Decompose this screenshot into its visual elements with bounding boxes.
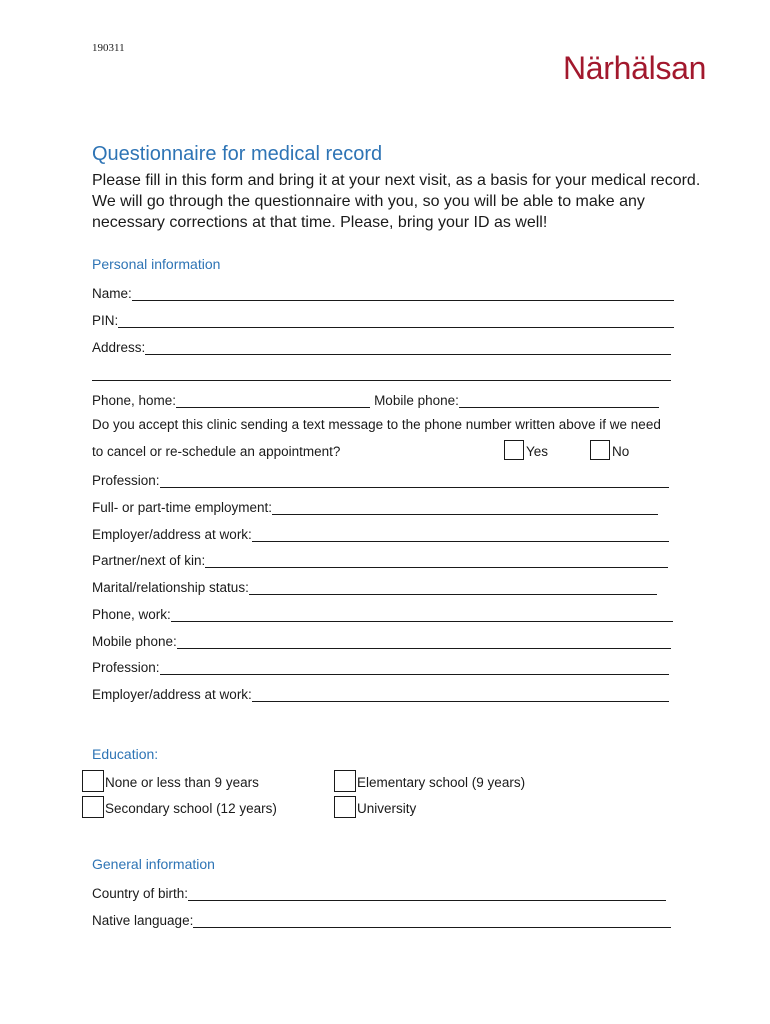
sms-yes-label: Yes [526,444,549,459]
employment-field[interactable] [272,500,658,515]
pin-row [92,310,674,328]
address-label: Address: [92,340,146,355]
name-field[interactable] [132,286,674,301]
education-heading: Education: [92,746,159,762]
phone-row [92,390,659,408]
intro-text: Please fill in this form and bring it at your next visit, as a basis for your medical record. We will go through the questionnaire with you, so you will be able to make any necessary corrections at that time. Please, bring your ID as well! [92,172,701,231]
page-title: Questionnaire for medical record [92,143,383,165]
marital-field[interactable] [249,580,657,595]
phone-home-field[interactable] [176,393,370,408]
brand-logo: Närhälsan [563,50,707,86]
sms-question-line-1: Do you accept this clinic sending a text message to the phone number written above if we need [92,417,661,432]
employer-field[interactable] [252,527,669,542]
employer-field-2[interactable] [252,687,669,702]
education-secondary-label: Secondary school (12 years) [105,801,277,816]
employer-label: Employer/address at work: [92,527,252,542]
employer-label-2: Employer/address at work: [92,687,252,702]
education-none-label: None or less than 9 years [105,775,259,790]
phone-home-label: Phone, home: [92,393,177,408]
mobile-phone-row-2 [92,631,671,649]
mobile-phone-field-2[interactable] [177,634,671,649]
partner-field[interactable] [205,553,668,568]
profession-row [92,470,669,488]
employment-label: Full- or part-time employment: [92,500,273,515]
education-elementary-label: Elementary school (9 years) [357,775,526,790]
phone-work-label: Phone, work: [92,607,171,622]
country-field[interactable] [188,886,666,901]
employer-row-2 [92,684,669,702]
document-code: 190311 [92,42,125,54]
address-row-2 [92,363,671,381]
language-row [92,910,671,928]
mobile-phone-label: Mobile phone: [374,393,459,408]
employment-row [92,497,658,515]
partner-label: Partner/next of kin: [92,553,206,568]
pin-field[interactable] [118,313,674,328]
marital-label: Marital/relationship status: [92,580,249,595]
pin-label: PIN: [92,313,119,328]
education-secondary-checkbox[interactable] [82,796,104,818]
phone-work-field[interactable] [171,607,673,622]
profession-row-2 [92,657,669,675]
marital-row [92,577,657,595]
sms-question-line-2: to cancel or re-schedule an appointment? [92,444,341,459]
name-row [92,283,674,301]
sms-yes-checkbox[interactable] [504,440,524,460]
language-field[interactable] [193,913,671,928]
address-field[interactable] [145,340,671,355]
name-label: Name: [92,286,132,301]
partner-row [92,550,668,568]
education-university-label: University [357,801,417,816]
personal-info-heading: Personal information [92,256,221,272]
country-row [92,883,666,901]
mobile-phone-field[interactable] [459,393,659,408]
employer-row [92,524,669,542]
profession-label: Profession: [92,473,160,488]
phone-work-row [92,604,673,622]
profession-field[interactable] [160,473,669,488]
mobile-phone-label-2: Mobile phone: [92,634,177,649]
sms-no-label: No [612,444,630,459]
address-row [92,337,671,355]
education-university-checkbox[interactable] [334,796,356,818]
language-label: Native language: [92,913,194,928]
country-label: Country of birth: [92,886,189,901]
general-info-heading: General information [92,856,215,872]
education-elementary-checkbox[interactable] [334,770,356,792]
address-field-2[interactable] [92,366,671,381]
profession-label-2: Profession: [92,660,160,675]
profession-field-2[interactable] [160,660,669,675]
education-none-checkbox[interactable] [82,770,104,792]
sms-no-checkbox[interactable] [590,440,610,460]
